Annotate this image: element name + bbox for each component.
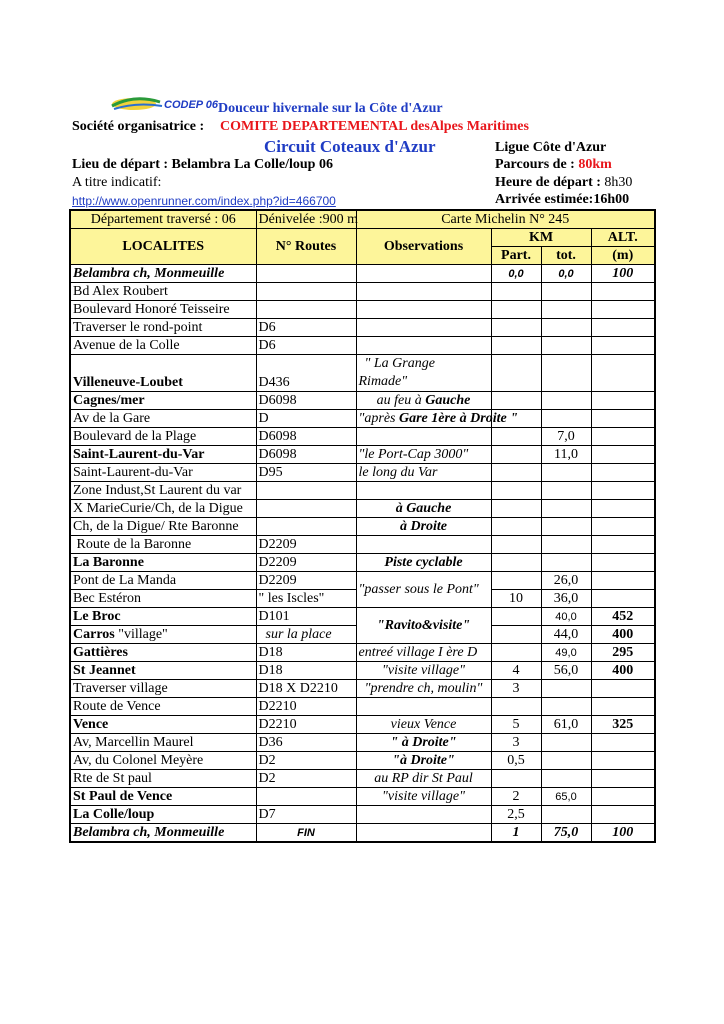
localite: Belambra ch, Monmeuille <box>70 265 256 283</box>
obs: le long du Var <box>356 464 491 482</box>
obs: "visite village" <box>356 788 491 806</box>
localite <box>70 626 256 644</box>
localite: Route de Vence <box>70 698 256 716</box>
table-row <box>70 770 655 788</box>
route: D6 <box>256 337 356 355</box>
heure <box>495 175 632 191</box>
table-row <box>70 337 655 355</box>
obs-a: "après <box>358 410 396 426</box>
arrivee: Arrivée estimée:16h00 <box>495 192 630 207</box>
table-row <box>70 824 655 843</box>
localite <box>70 536 256 554</box>
localite: Ch, de la Digue/ Rte Baronne <box>70 518 256 536</box>
obs: à Droite <box>356 518 491 536</box>
table-row <box>70 698 655 716</box>
part: 4 <box>491 662 541 680</box>
carte: Carte Michelin N° 245 <box>356 210 655 229</box>
route: D2210 <box>256 698 356 716</box>
subtitle: Douceur hivernale sur la Côte d'Azur <box>218 101 443 116</box>
localite: St Jeannet <box>70 662 256 680</box>
obs-text: entreé village I ère D <box>358 644 478 660</box>
tot: 44,0 <box>541 626 591 644</box>
obs-b: Gauche <box>425 392 471 408</box>
col-localites: LOCALITES <box>70 229 256 265</box>
route: D18 X D2210 <box>256 680 356 698</box>
tot: 75,0 <box>541 824 591 843</box>
obs: "visite village" <box>356 662 491 680</box>
codep-logo <box>104 92 219 114</box>
route: D2209 <box>256 554 356 572</box>
alt: 100 <box>591 824 655 843</box>
table-row <box>70 319 655 337</box>
part: 2,5 <box>491 806 541 824</box>
table-row <box>70 734 655 752</box>
part: 1 <box>491 824 541 843</box>
localite: Av, Marcellin Maurel <box>70 734 256 752</box>
route <box>256 788 356 806</box>
alt: 452 <box>591 608 655 626</box>
table-row <box>70 806 655 824</box>
tot: 36,0 <box>541 590 591 608</box>
obs <box>356 392 491 410</box>
part: 0,0 <box>491 265 541 283</box>
localite: Boulevard de la Plage <box>70 428 256 446</box>
obs: "le Port-Cap 3000" <box>356 446 491 464</box>
alt: 400 <box>591 626 655 644</box>
route: D95 <box>256 464 356 482</box>
alt: 295 <box>591 644 655 662</box>
localite: Boulevard Honoré Teisseire <box>70 301 256 319</box>
localite: Belambra ch, Monmeuille <box>70 824 256 843</box>
roadbook-table <box>69 209 656 843</box>
heure-label: Heure de départ : <box>495 175 601 190</box>
localite: Gattières <box>70 644 256 662</box>
obs-a: au feu à <box>376 392 422 408</box>
obs: " à Droite" <box>356 734 491 752</box>
indicatif: A titre indicatif: <box>72 175 162 190</box>
org-name: COMITE DEPARTEMENTAL desAlpes Maritimes <box>220 119 529 134</box>
table-row <box>70 265 655 283</box>
table-row <box>70 716 655 734</box>
tot: 40,0 <box>541 608 591 626</box>
table-row <box>70 518 655 536</box>
localite: Av, du Colonel Meyère <box>70 752 256 770</box>
obs-b: Gare 1ère à Droite " <box>399 410 518 426</box>
route: D2209 <box>256 536 356 554</box>
route: FIN <box>256 824 356 843</box>
part: 2 <box>491 788 541 806</box>
part: 3 <box>491 734 541 752</box>
localite: Traverser le rond-point <box>70 319 256 337</box>
alt: 325 <box>591 716 655 734</box>
col-part: Part. <box>491 247 541 265</box>
tot: 7,0 <box>541 428 591 446</box>
obs <box>356 410 518 428</box>
localite-bold: Carros <box>73 626 115 642</box>
part: 3 <box>491 680 541 698</box>
parcours-label: Parcours de : <box>495 157 575 172</box>
info-row <box>70 210 655 229</box>
obs: "prendre ch, moulin" <box>356 680 491 698</box>
obs <box>356 355 491 392</box>
svg-text:CODEP 06: CODEP 06 <box>164 99 219 111</box>
obs: au RP dir St Paul <box>356 770 491 788</box>
route: D18 <box>256 644 356 662</box>
alt: 400 <box>591 662 655 680</box>
obs <box>356 644 491 662</box>
localite: St Paul de Vence <box>70 788 256 806</box>
localite: Saint-Laurent-du-Var <box>70 464 256 482</box>
route: D436 <box>256 355 356 392</box>
denivele: Dénivelée :900 m <box>256 210 356 229</box>
tot: 65,0 <box>541 788 591 806</box>
route: D6098 <box>256 446 356 464</box>
localite-text: Route de la Baronne <box>76 536 192 552</box>
localite: Av de la Gare <box>70 410 256 428</box>
localite: La Baronne <box>70 554 256 572</box>
route: D6098 <box>256 392 356 410</box>
route: D7 <box>256 806 356 824</box>
localite: Vence <box>70 716 256 734</box>
table-row <box>70 680 655 698</box>
col-tot: tot. <box>541 247 591 265</box>
route: " les Iscles" <box>256 590 356 608</box>
obs <box>356 265 491 283</box>
tot: 11,0 <box>541 446 591 464</box>
localite: Bd Alex Roubert <box>70 283 256 301</box>
col-km: KM <box>491 229 591 247</box>
table-row <box>70 392 655 410</box>
table-row <box>70 554 655 572</box>
localite: Le Broc <box>70 608 256 626</box>
tot: 49,0 <box>541 644 591 662</box>
openrunner-link[interactable]: http://www.openrunner.com/index.php?id=466700 <box>72 194 336 208</box>
table-row <box>70 536 655 554</box>
localite: Bec Estéron <box>70 590 256 608</box>
part: 5 <box>491 716 541 734</box>
col-routes: N° Routes <box>256 229 356 265</box>
page-title: Circuit Coteaux d'Azur <box>264 137 436 156</box>
localite: La Colle/loup <box>70 806 256 824</box>
route <box>256 265 356 283</box>
table-row <box>70 410 655 428</box>
localite: Cagnes/mer <box>70 392 256 410</box>
depart-label: Lieu de départ : Belambra La Colle/loup 06 <box>72 157 333 172</box>
table-row <box>70 500 655 518</box>
tot: 61,0 <box>541 716 591 734</box>
parcours <box>495 157 612 173</box>
league: Ligue Côte d'Azur <box>495 140 607 155</box>
route-text: sur la place <box>265 626 332 642</box>
obs: "à Droite" <box>356 752 491 770</box>
route <box>256 626 356 644</box>
part: 10 <box>491 590 541 608</box>
obs-line1: " La Grange <box>364 356 435 371</box>
route: D6098 <box>256 428 356 446</box>
parcours-value: 80km <box>578 157 612 172</box>
org-label: Société organisatrice : <box>72 119 205 134</box>
alt: 100 <box>591 265 655 283</box>
table-row <box>70 482 655 500</box>
route: D2209 <box>256 572 356 590</box>
obs: à Gauche <box>356 500 491 518</box>
table-row <box>70 644 655 662</box>
table-row <box>70 464 655 482</box>
route: D2 <box>256 770 356 788</box>
localite: X MarieCurie/Ch, de la Digue <box>70 500 256 518</box>
obs: vieux Vence <box>356 716 491 734</box>
route: D36 <box>256 734 356 752</box>
table-row <box>70 752 655 770</box>
table-row <box>70 355 655 392</box>
table-row <box>70 572 655 590</box>
obs: "passer sous le Pont" <box>356 572 491 608</box>
col-m: (m) <box>591 247 655 265</box>
tot: 56,0 <box>541 662 591 680</box>
col-alt: ALT. <box>591 229 655 247</box>
tot: 0,0 <box>541 265 591 283</box>
table-row <box>70 788 655 806</box>
obs: Piste cyclable <box>356 554 491 572</box>
header-row-1 <box>70 229 655 247</box>
route: D2 <box>256 752 356 770</box>
localite: Villeneuve-Loubet <box>70 355 256 392</box>
localite: Avenue de la Colle <box>70 337 256 355</box>
part: 0,5 <box>491 752 541 770</box>
route: D <box>256 410 356 428</box>
table-row <box>70 428 655 446</box>
table-row <box>70 662 655 680</box>
col-obs: Observations <box>356 229 491 265</box>
obs: "Ravito&visite" <box>356 608 491 644</box>
table-row <box>70 608 655 626</box>
heure-value: 8h30 <box>604 175 633 190</box>
table-row <box>70 446 655 464</box>
obs-line2: Rimade" <box>358 374 408 389</box>
route: D101 <box>256 608 356 626</box>
localite-normal: "village" <box>114 626 168 642</box>
table-row <box>70 301 655 319</box>
tot: 26,0 <box>541 572 591 590</box>
route: D18 <box>256 662 356 680</box>
localite: Traverser village <box>70 680 256 698</box>
route: D2210 <box>256 716 356 734</box>
dept: Département traversé : 06 <box>70 210 256 229</box>
localite: Rte de St paul <box>70 770 256 788</box>
localite: Saint-Laurent-du-Var <box>70 446 256 464</box>
route: D6 <box>256 319 356 337</box>
table-row <box>70 283 655 301</box>
localite: Zone Indust,St Laurent du var <box>70 482 256 500</box>
localite: Pont de La Manda <box>70 572 256 590</box>
